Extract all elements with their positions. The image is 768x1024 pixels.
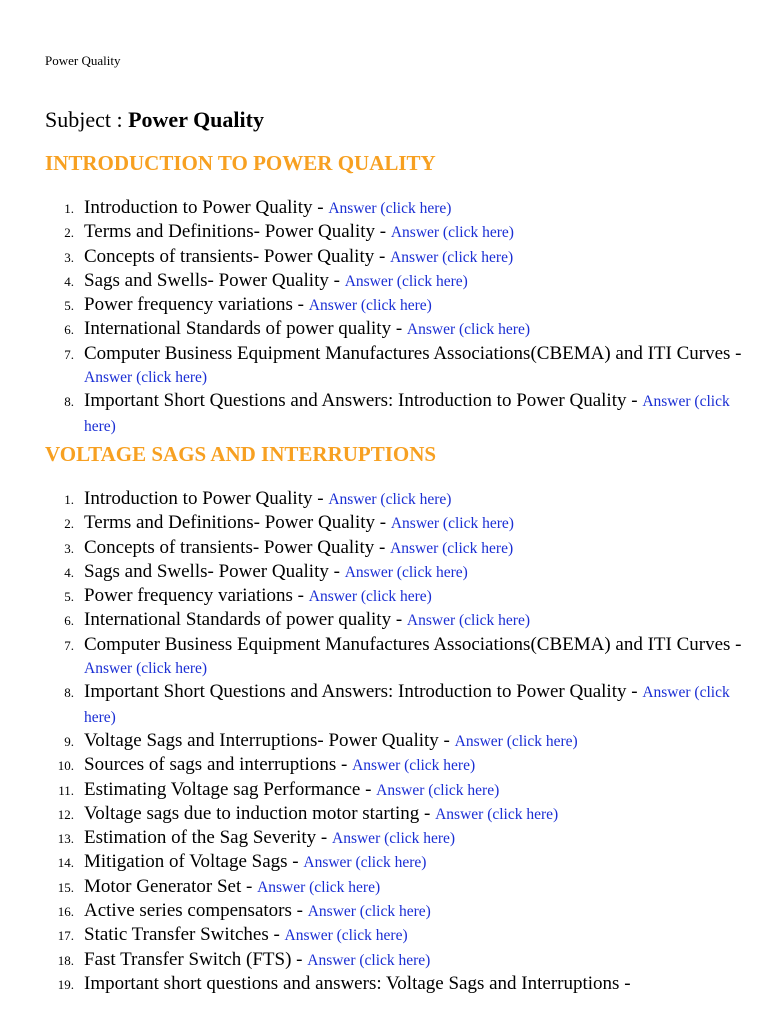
list-item xyxy=(57,899,744,923)
list-item-number: 18. xyxy=(57,952,74,968)
list-item-number: 12. xyxy=(57,806,74,822)
list-item xyxy=(64,608,744,632)
list-item-number: 4. xyxy=(64,564,74,580)
list-item-title: Voltage sags due to induction motor starting - xyxy=(84,802,436,824)
list-item-title: Fast Transfer Switch (FTS) - xyxy=(84,948,308,970)
list-item-title: International Standards of power quality - xyxy=(84,318,407,340)
list-item xyxy=(64,269,744,293)
list-item xyxy=(57,753,744,777)
list-item xyxy=(64,729,744,753)
list-item xyxy=(57,972,744,995)
answer-link[interactable]: Answer (click here) xyxy=(307,903,431,921)
list-item-title: Introduction to Power Quality - xyxy=(84,488,329,509)
list-item xyxy=(64,560,744,584)
answer-link[interactable]: Answer (click here) xyxy=(390,248,514,266)
list-item-number: 9. xyxy=(64,733,74,749)
list-item-number: 19. xyxy=(57,976,74,992)
answer-link[interactable]: Answer (click here) xyxy=(344,563,468,581)
list-item xyxy=(64,487,744,511)
answer-link[interactable]: Answer (click here) xyxy=(308,297,432,315)
list-item xyxy=(64,536,744,560)
answer-link[interactable]: Answer (click here) xyxy=(328,200,452,217)
list-item xyxy=(57,923,744,947)
list-item xyxy=(58,778,744,802)
answer-link[interactable]: Answer (click here) xyxy=(376,781,500,799)
list-item xyxy=(64,293,744,317)
list-item xyxy=(64,680,744,729)
list-item xyxy=(57,948,744,972)
answer-link[interactable]: Answer (click here) xyxy=(303,854,427,872)
answer-link[interactable]: Answer (click here) xyxy=(390,515,514,533)
answer-link[interactable]: Answer (click here) xyxy=(84,369,208,387)
answer-link[interactable]: Answer (click here) xyxy=(257,878,381,896)
answer-link[interactable]: Answer (click here) xyxy=(308,588,432,606)
list-item-title: Motor Generator Set - xyxy=(84,875,258,897)
list-item xyxy=(64,633,744,681)
answer-link[interactable]: Answer (click here) xyxy=(390,224,514,242)
answer-link[interactable]: Answer (click here) xyxy=(84,684,730,726)
list-item-number: 1. xyxy=(64,201,74,216)
list-item-number: 4. xyxy=(64,273,74,289)
list-item-number: 13. xyxy=(57,831,74,847)
list-item-title: Important short questions and answers: Voltage Sags and Interruptions - xyxy=(84,972,631,994)
answer-link[interactable]: Answer (click here) xyxy=(390,539,514,557)
list-item-title: Important Short Questions and Answers: Introduction to Power Quality - xyxy=(84,681,643,703)
list-item-title: Sources of sags and interruptions - xyxy=(84,754,353,776)
list-item-title: Mitigation of Voltage Sags - xyxy=(84,851,304,873)
subject-line xyxy=(45,106,264,134)
list-item-number: 6. xyxy=(64,322,74,338)
list-item-title: Power frequency variations - xyxy=(84,294,309,316)
answer-link[interactable]: Answer (click here) xyxy=(435,805,559,823)
list-item-title: Sags and Swells- Power Quality - xyxy=(84,560,345,582)
subject-value: Power Quality xyxy=(128,107,264,132)
answer-link[interactable]: Answer (click here) xyxy=(332,830,456,848)
list-item-title: Estimation of the Sag Severity - xyxy=(84,827,333,849)
list-item-title: Concepts of transients- Power Quality - xyxy=(84,245,391,267)
list-item-title: Voltage Sags and Interruptions- Power Quality - xyxy=(84,729,455,751)
answer-link[interactable]: Answer (click here) xyxy=(344,272,468,290)
list-item-number: 3. xyxy=(64,540,74,556)
answer-link[interactable]: Answer (click here) xyxy=(284,927,408,945)
list-item-number: 10. xyxy=(57,758,74,774)
list-item-title: International Standards of power quality - xyxy=(84,609,407,631)
list-item-title: Static Transfer Switches - xyxy=(84,924,285,946)
list-item-number: 1. xyxy=(64,492,74,507)
list-item-number: 11. xyxy=(58,782,74,798)
list-item-number: 2. xyxy=(64,516,74,532)
list-item-title: Active series compensators - xyxy=(84,900,308,922)
list-item-title: Concepts of transients- Power Quality - xyxy=(84,536,391,558)
list-item-title: Computer Business Equipment Manufactures Associations(CBEMA) and ITI Curves - xyxy=(84,633,742,655)
list-item-number: 2. xyxy=(64,225,74,241)
list-item xyxy=(64,584,744,608)
topic-list-introduction xyxy=(64,196,744,438)
answer-link[interactable]: Answer (click here) xyxy=(84,660,208,678)
section-heading-introduction: INTRODUCTION TO POWER QUALITY xyxy=(45,151,436,175)
list-item-title: Terms and Definitions- Power Quality - xyxy=(84,221,391,243)
answer-link[interactable]: Answer (click here) xyxy=(454,732,578,750)
answer-link[interactable]: Answer (click here) xyxy=(84,393,730,435)
list-item-number: 5. xyxy=(64,298,74,314)
document-header: Power Quality xyxy=(45,53,121,68)
answer-link[interactable]: Answer (click here) xyxy=(307,951,431,969)
list-item-number: 8. xyxy=(64,685,74,701)
answer-link[interactable]: Answer (click here) xyxy=(406,612,530,630)
section-heading-voltage-sags: VOLTAGE SAGS AND INTERRUPTIONS xyxy=(45,442,437,466)
list-item-title: Computer Business Equipment Manufactures Associations(CBEMA) and ITI Curves - xyxy=(84,342,742,364)
list-item xyxy=(57,850,744,874)
answer-link[interactable]: Answer (click here) xyxy=(352,757,476,775)
list-item-number: 7. xyxy=(64,346,74,362)
answer-link[interactable]: Answer (click here) xyxy=(328,491,452,508)
list-item xyxy=(57,802,744,826)
list-item-number: 5. xyxy=(64,589,74,605)
list-item-number: 7. xyxy=(64,637,74,653)
topic-list-voltage-sags xyxy=(57,487,744,995)
list-item-title: Sags and Swells- Power Quality - xyxy=(84,269,345,291)
list-item-number: 6. xyxy=(64,613,74,629)
list-item xyxy=(57,826,744,850)
list-item xyxy=(64,342,744,390)
list-item xyxy=(64,196,744,220)
list-item-number: 3. xyxy=(64,249,74,265)
list-item-title: Terms and Definitions- Power Quality - xyxy=(84,512,391,534)
list-item-title: Important Short Questions and Answers: Introduction to Power Quality - xyxy=(84,390,643,412)
subject-label: Subject : xyxy=(45,107,129,132)
list-item xyxy=(57,875,744,899)
list-item-number: 14. xyxy=(57,855,74,871)
list-item-title: Estimating Voltage sag Performance - xyxy=(84,778,377,800)
list-item-number: 8. xyxy=(64,394,74,410)
list-item xyxy=(64,220,744,244)
list-item-number: 16. xyxy=(57,904,74,920)
list-item xyxy=(64,317,744,341)
list-item-number: 15. xyxy=(57,879,74,895)
list-item xyxy=(64,245,744,269)
list-item xyxy=(64,511,744,535)
list-item-title: Introduction to Power Quality - xyxy=(84,197,329,218)
list-item-title: Power frequency variations - xyxy=(84,585,309,607)
list-item xyxy=(64,389,744,438)
answer-link[interactable]: Answer (click here) xyxy=(406,321,530,339)
list-item-number: 17. xyxy=(57,928,74,944)
